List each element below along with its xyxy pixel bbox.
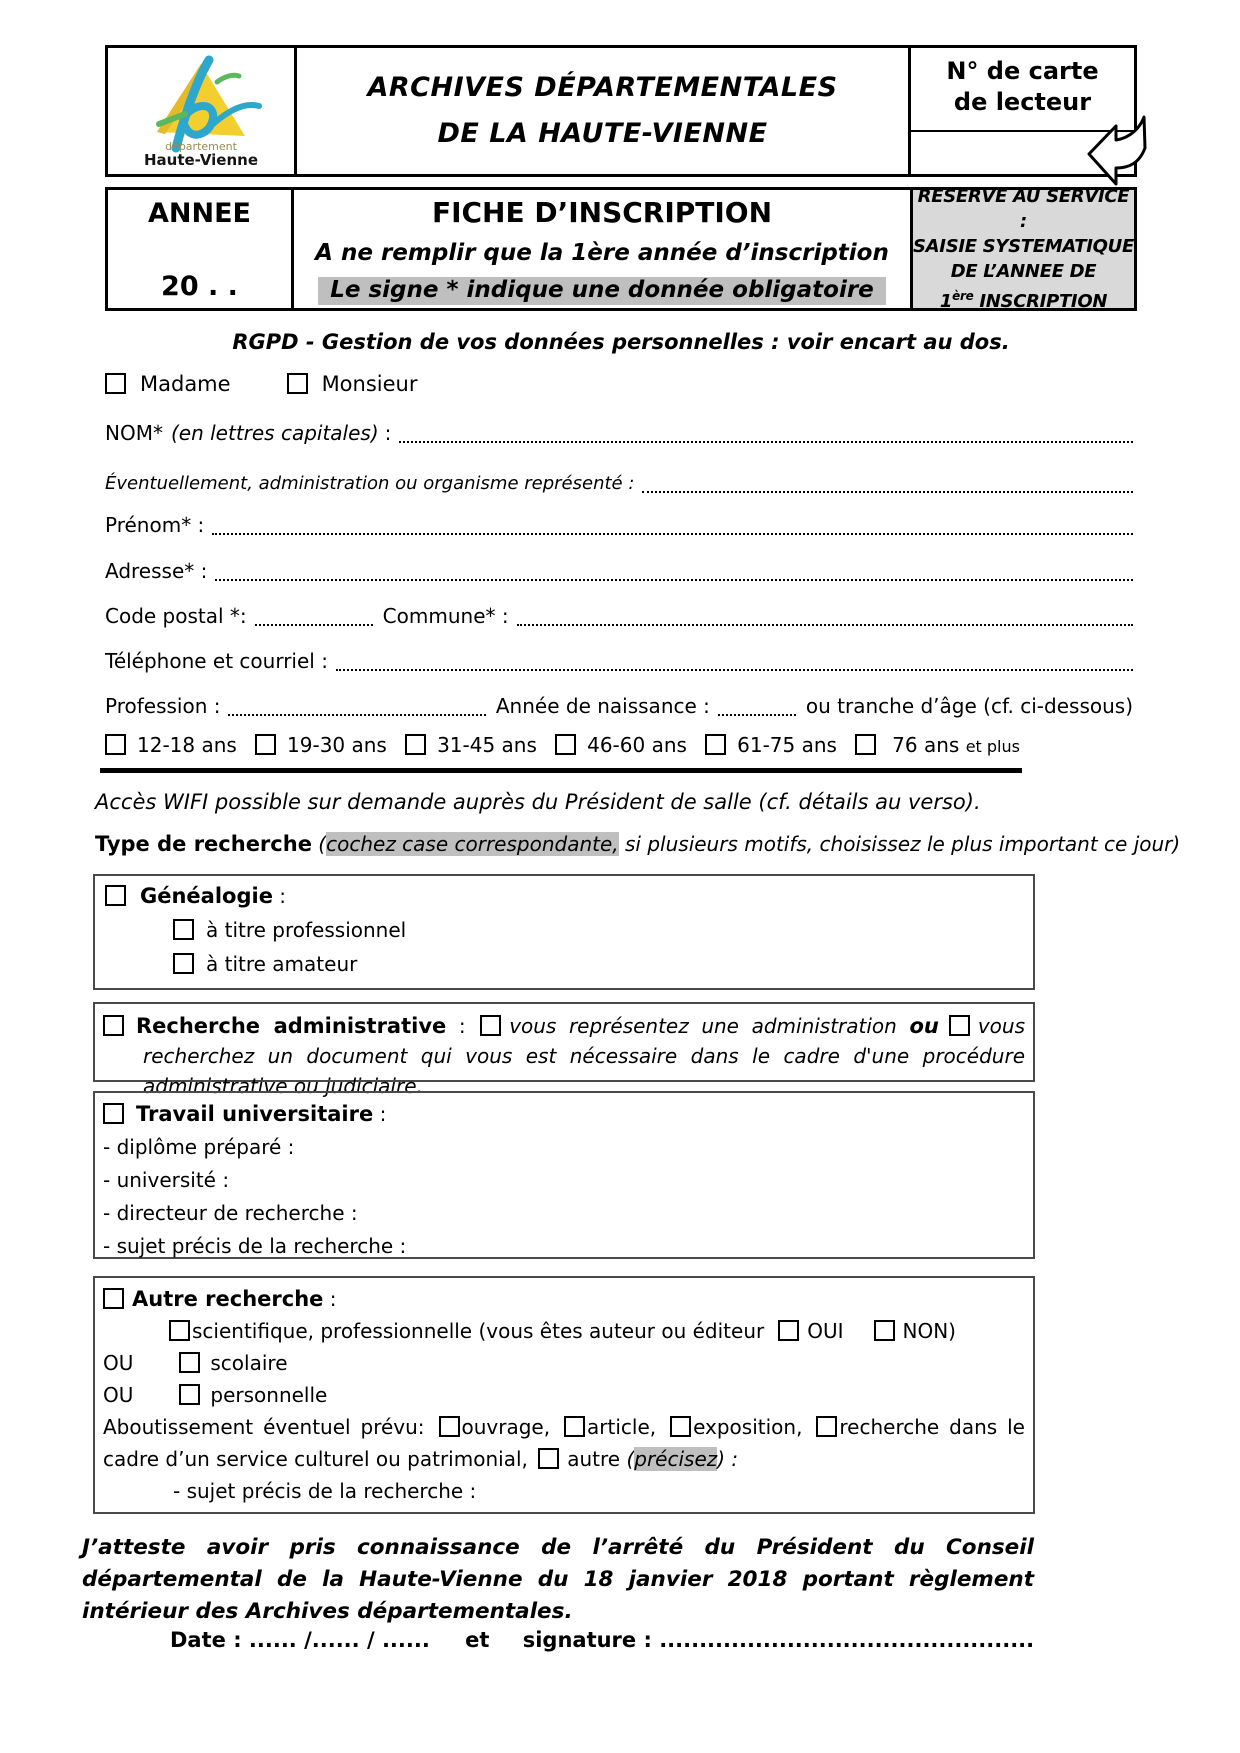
search-type-hint: si plusieurs motifs, choisissez le plus important ce jour) — [618, 832, 1181, 856]
card-label-line1: N° de carte — [946, 57, 1099, 85]
checkbox-ouvrage[interactable] — [439, 1416, 460, 1437]
field-organisme — [105, 470, 1133, 497]
search-type-heading: Type de recherche (cochez case correspondante, si plusieurs motifs, choisissez le plus important ce jour) — [95, 832, 1181, 856]
checkbox-article[interactable] — [564, 1416, 585, 1437]
date-month-dots[interactable]: ...... — [311, 1628, 360, 1652]
commune-input-line[interactable] — [517, 624, 1133, 626]
checkbox-31-45-ans[interactable] — [405, 734, 426, 755]
age-option: 12-18 ans — [105, 733, 237, 757]
field-adresse — [105, 558, 1133, 585]
age-option: 46-60 ans — [555, 733, 687, 757]
rgpd-notice: RGPD - Gestion de vos données personnelles : voir encart au dos. — [232, 330, 1010, 354]
university-box — [93, 1091, 1035, 1259]
org-title-line1: ARCHIVES DÉPARTEMENTALES — [367, 72, 838, 103]
admin-search-label: Recherche administrative — [136, 1014, 447, 1038]
date-day-dots[interactable]: ...... — [248, 1628, 297, 1652]
code-postal-label: Code postal *: — [105, 604, 247, 628]
field-profession — [105, 693, 1133, 720]
nom-label: NOM* — [105, 421, 163, 445]
civility-row — [105, 372, 417, 396]
checkbox-representez-administration[interactable] — [480, 1015, 501, 1036]
checkbox-madame[interactable] — [105, 373, 126, 394]
checkbox-genealogie[interactable] — [105, 885, 126, 906]
label-madame: Madame — [140, 372, 231, 396]
checkbox-recherche-administrative[interactable] — [103, 1015, 124, 1036]
genealogy-label: Généalogie — [140, 884, 273, 908]
genealogy-box — [93, 874, 1035, 990]
checkbox-12-18-ans[interactable] — [105, 734, 126, 755]
search-type-hint-highlight: cochez case correspondante, — [326, 832, 619, 856]
section-divider — [100, 768, 1022, 773]
age-option: 61-75 ans — [705, 733, 837, 757]
adresse-label: Adresse* : — [105, 559, 208, 583]
required-note: Le signe * indique une donnée obligatoire — [318, 277, 886, 305]
genealogy-option-amateur: à titre amateur — [105, 952, 1023, 976]
prenom-label: Prénom* : — [105, 513, 205, 537]
checkbox-autre-recherche[interactable] — [103, 1288, 124, 1309]
label-monsieur: Monsieur — [321, 372, 418, 396]
age-option: 76 ans et plus — [855, 733, 1020, 757]
other-title-row: Autre recherche : — [103, 1283, 1025, 1315]
telephone-input-line[interactable] — [336, 669, 1133, 671]
other-sujet-line: - sujet précis de la recherche : — [173, 1479, 477, 1503]
nom-input-line[interactable] — [399, 441, 1133, 443]
commune-label: Commune* : — [382, 604, 509, 628]
university-title-row: Travail universitaire : — [103, 1098, 1025, 1131]
checkbox-autre[interactable] — [538, 1448, 559, 1469]
age-option: 19-30 ans — [255, 733, 387, 757]
year-value[interactable]: 20 . . — [161, 271, 238, 302]
reader-card-cell — [908, 48, 1134, 174]
reserve-line4: 1ère INSCRIPTION — [939, 289, 1108, 312]
year-cell — [108, 190, 294, 308]
tranche-label: ou tranche d’âge (cf. ci-dessous) — [805, 694, 1133, 718]
nom-hint: (en lettres capitales) — [170, 421, 379, 445]
logo-cell — [108, 48, 297, 174]
checkbox-exposition[interactable] — [670, 1416, 691, 1437]
checkbox-travail-universitaire[interactable] — [103, 1103, 124, 1124]
admin-search-box — [93, 1002, 1035, 1098]
university-label: Travail universitaire — [136, 1102, 374, 1126]
civility-monsieur — [287, 372, 418, 396]
reserve-line1: RESERVE AU SERVICE : — [917, 186, 1130, 232]
form-title: FICHE D’INSCRIPTION — [431, 196, 773, 229]
checkbox-monsieur[interactable] — [287, 373, 308, 394]
genealogy-option-pro: à titre professionnel — [105, 918, 1023, 942]
field-prenom — [105, 512, 1133, 539]
checkbox-76-ans[interactable] — [855, 734, 876, 755]
reserve-line2: SAISIE SYSTEMATIQUE — [913, 236, 1134, 257]
prenom-input-line[interactable] — [212, 533, 1133, 535]
nom-colon: : — [384, 421, 392, 445]
checkbox-61-75-ans[interactable] — [705, 734, 726, 755]
genealogy-title-row: Généalogie : — [105, 884, 1023, 908]
other-search-box — [93, 1276, 1035, 1514]
signature-dots[interactable]: ............................................... — [659, 1628, 1035, 1652]
checkbox-recherchez-document[interactable] — [949, 1015, 970, 1036]
banner-table — [105, 187, 1137, 311]
wifi-note: Accès WIFI possible sur demande auprès du Président de salle (cf. détails au verso). — [95, 790, 981, 814]
checkbox-scientifique[interactable] — [169, 1320, 190, 1341]
attestation-text: J’atteste avoir pris connaissance de l’arrêté du Président du Conseil départemental de la Haute-Vienne du 18 janvier 2018 portant règlement intérieur des Archives départementales. — [82, 1535, 1034, 1624]
form-subtitle: A ne remplir que la 1ère année d’inscription — [315, 240, 889, 266]
organisme-input-line[interactable] — [642, 491, 1133, 493]
checkbox-titre-professionnel[interactable] — [173, 919, 194, 940]
other-option-personnelle: OU personnelle — [103, 1383, 328, 1407]
form-title-cell — [294, 190, 910, 308]
checkbox-personnelle[interactable] — [179, 1384, 200, 1405]
university-item-diplome: - diplôme préparé : — [103, 1135, 295, 1159]
card-label-line2: de lecteur — [953, 88, 1092, 116]
code-postal-input-line[interactable] — [255, 624, 373, 626]
reserve-cell — [910, 186, 1134, 312]
logo-name-text: Haute-Vienne — [143, 151, 259, 169]
other-option-scolaire: OU scolaire — [103, 1351, 288, 1375]
adresse-input-line[interactable] — [215, 579, 1133, 581]
checkbox-non[interactable] — [874, 1320, 895, 1341]
university-item-sujet: - sujet précis de la recherche : — [103, 1234, 407, 1258]
aboutissement-text: Aboutissement éventuel prévu: ouvrage, article, exposition, recherche dans le cadre d’un service culturel ou patrimonial, autre (précisez) : — [103, 1415, 1025, 1471]
reserve-line3: DE L’ANNEE DE — [950, 261, 1097, 282]
field-code-postal — [105, 603, 1133, 630]
date-label: Date : — [170, 1628, 242, 1652]
naissance-input-line[interactable] — [718, 714, 796, 716]
checkbox-scolaire[interactable] — [179, 1352, 200, 1373]
date-signature-line: Date : ...... /...... / ...... et signature : ............................................... — [170, 1628, 1035, 1652]
checkbox-46-60-ans[interactable] — [555, 734, 576, 755]
aboutissement-label: Aboutissement éventuel prévu: — [103, 1415, 435, 1439]
profession-label: Profession : — [105, 694, 221, 718]
signature-label: signature : — [522, 1628, 652, 1652]
age-range-row — [105, 733, 1020, 757]
year-label: ANNEE — [148, 198, 251, 229]
organisme-label: Éventuellement, administration ou organisme représenté : — [105, 473, 635, 494]
civility-madame — [105, 372, 231, 396]
university-item-universite: - université : — [103, 1168, 230, 1192]
admin-search-text: Recherche administrative : vous représentez une administration ou vous recherchez un document qui vous est nécessaire dans le cadre d'une procédure administrative ou judiciaire. — [103, 1011, 1025, 1101]
search-type-label: Type de recherche — [95, 832, 312, 856]
field-telephone — [105, 648, 1133, 675]
org-title-line2: DE LA HAUTE-VIENNE — [437, 118, 768, 149]
checkbox-oui[interactable] — [778, 1320, 799, 1341]
logo-small-text: département — [165, 140, 237, 153]
haute-vienne-logo — [121, 52, 281, 170]
telephone-label: Téléphone et courriel : — [105, 649, 328, 673]
profession-input-line[interactable] — [228, 714, 485, 716]
checkbox-19-30-ans[interactable] — [255, 734, 276, 755]
precisez-highlight: précisez — [634, 1447, 718, 1471]
date-year-dots[interactable]: ...... — [381, 1628, 430, 1652]
university-item-directeur: - directeur de recherche : — [103, 1201, 358, 1225]
age-option: 31-45 ans — [405, 733, 537, 757]
org-title — [297, 48, 908, 174]
checkbox-titre-amateur[interactable] — [173, 953, 194, 974]
naissance-label: Année de naissance : — [495, 694, 710, 718]
other-option-scientifique: scientifique, professionnelle (vous êtes auteur ou éditeur OUI NON) — [103, 1315, 1025, 1347]
field-nom — [105, 420, 1133, 447]
other-search-label: Autre recherche — [132, 1287, 324, 1311]
header-table — [105, 45, 1137, 177]
checkbox-recherche-service[interactable] — [816, 1416, 837, 1437]
